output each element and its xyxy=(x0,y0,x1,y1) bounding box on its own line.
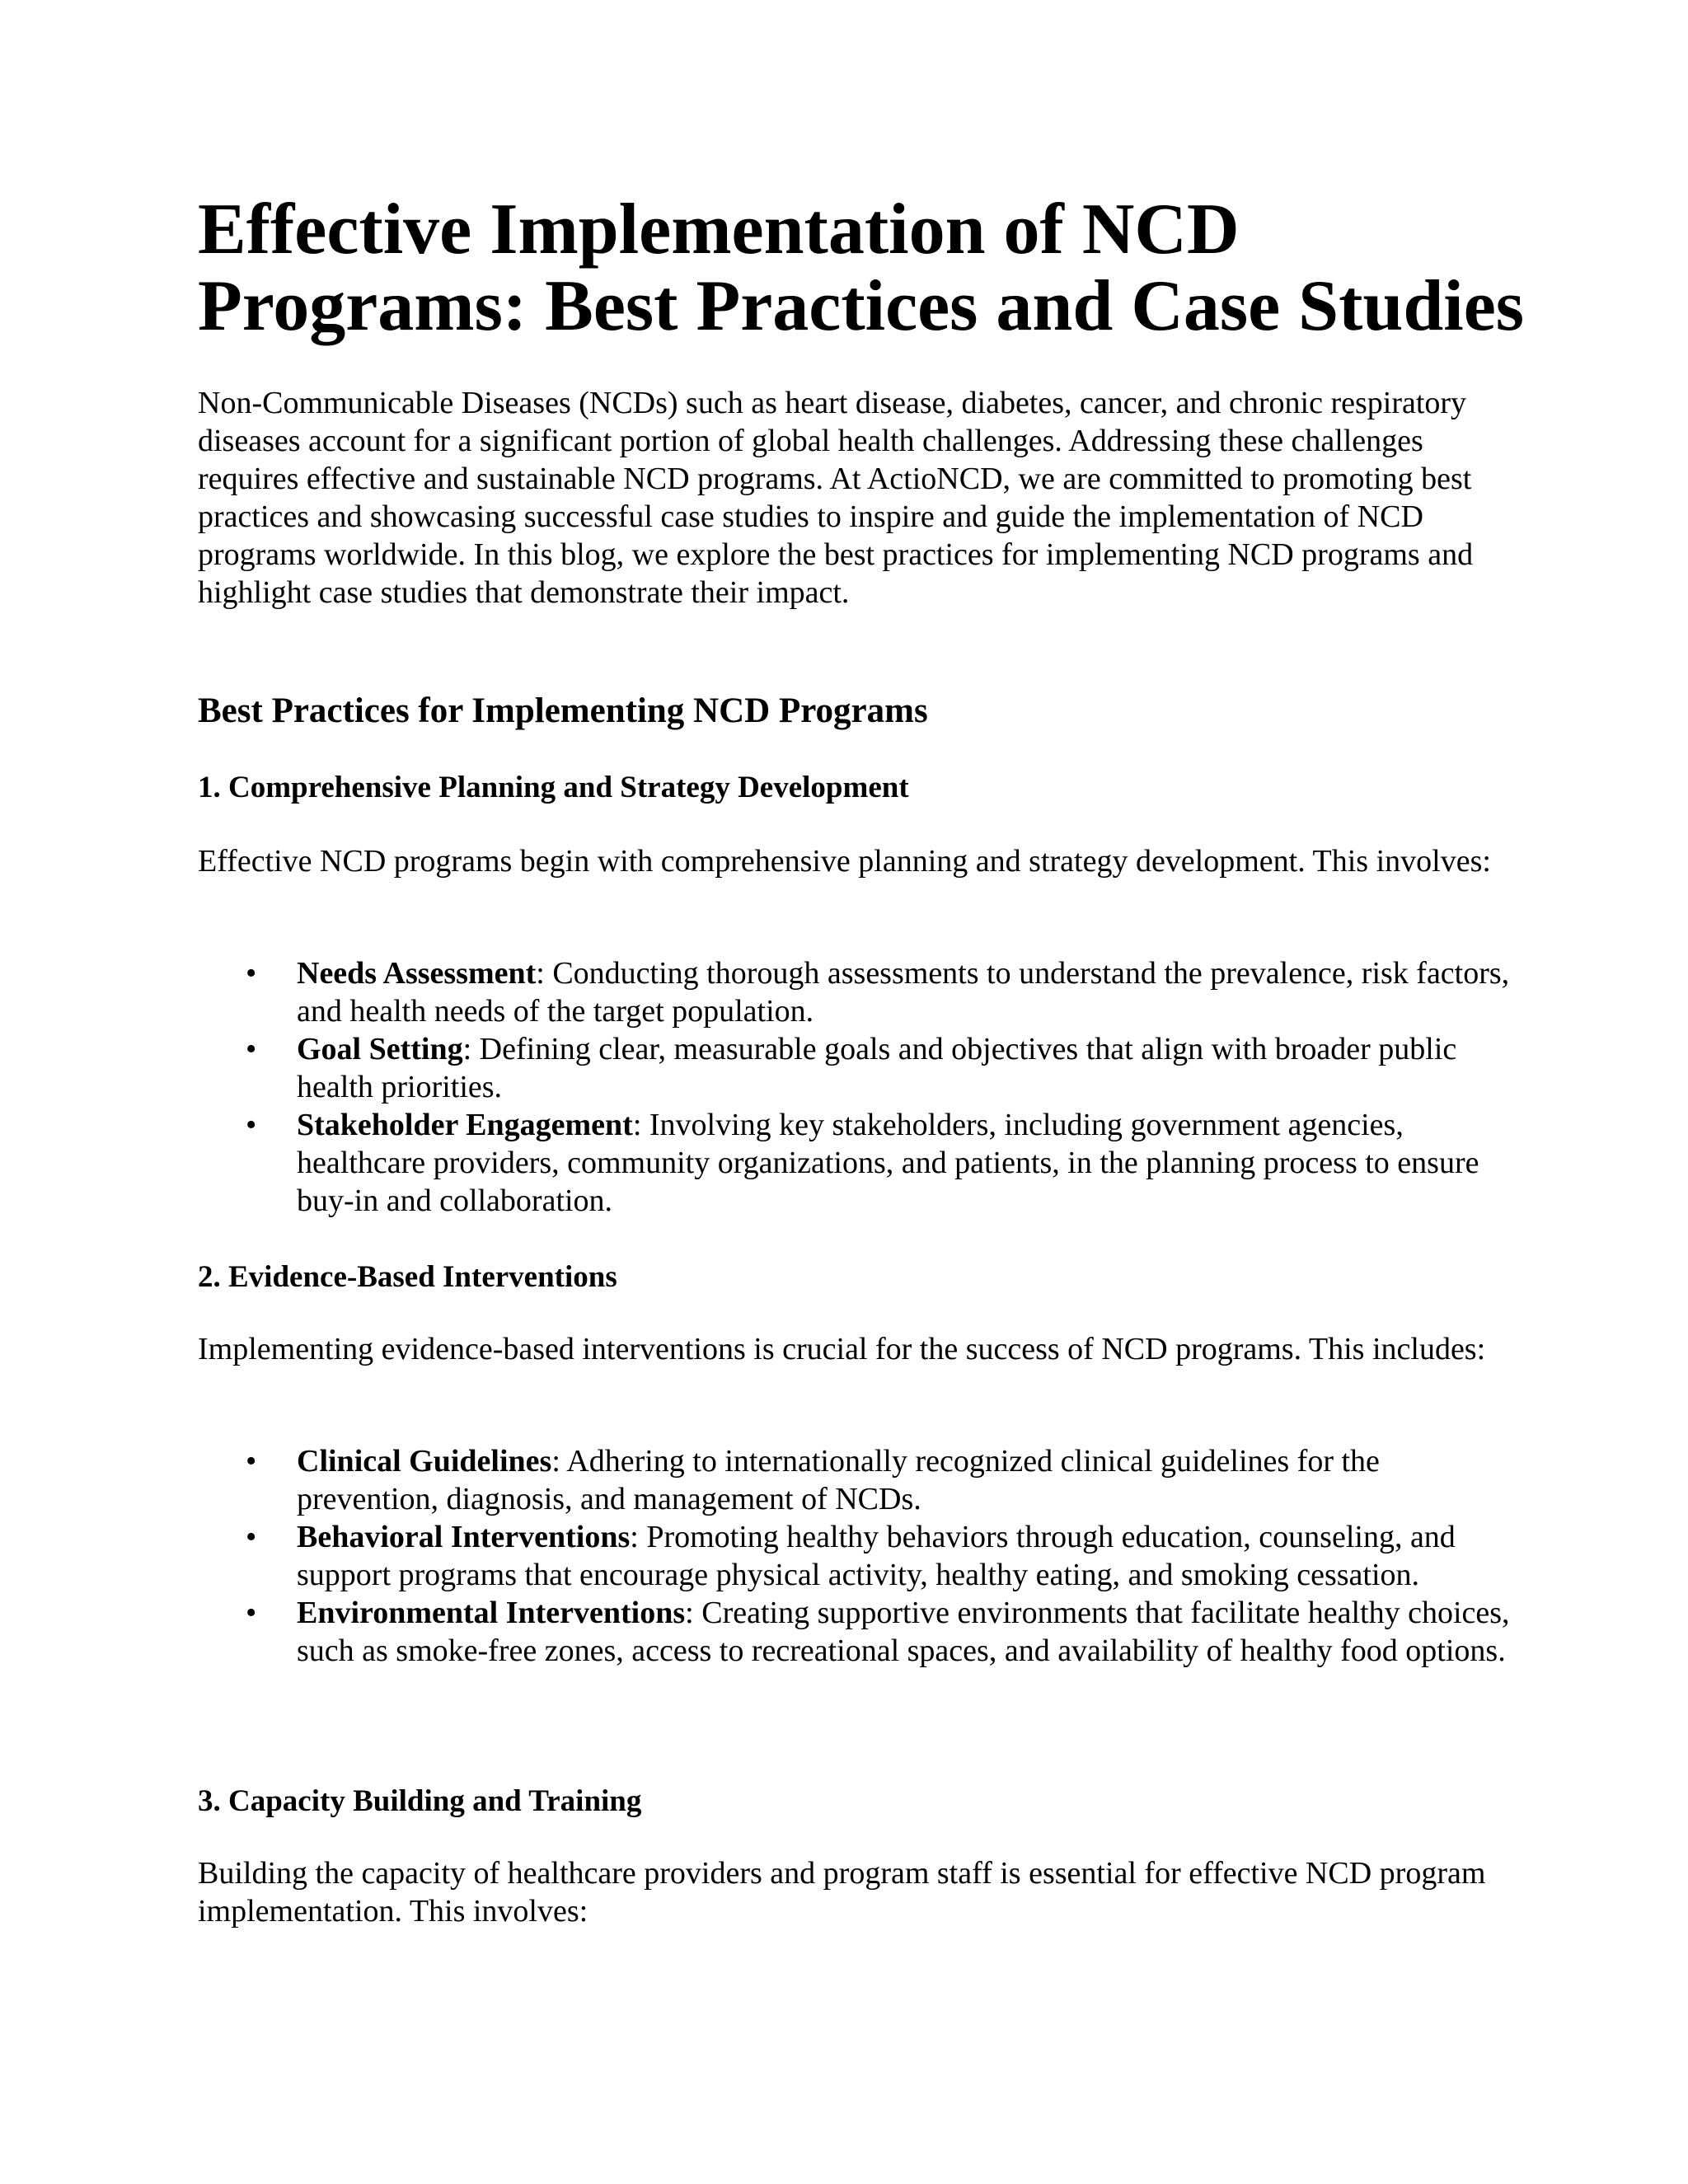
list-item-text: : Promoting healthy behaviors through education, counseling, and support programs that encourage physical activity, healthy eating, and smoking cessation. xyxy=(297,1520,1456,1592)
list-item xyxy=(198,1030,1517,1106)
list-item xyxy=(198,1106,1517,1220)
list-item xyxy=(198,1518,1517,1594)
bullet-icon: • xyxy=(246,1444,257,1479)
subsection-paragraph-1: Effective NCD programs begin with comprehensive planning and strategy development. This involves: xyxy=(198,844,1491,879)
subsection-heading-1: 1. Comprehensive Planning and Strategy Development xyxy=(198,771,909,804)
bullet-icon: • xyxy=(246,1108,257,1142)
list-item xyxy=(198,1442,1517,1518)
subsection-paragraph-3: Building the capacity of healthcare providers and program staff is essential for effective NCD program implementation. This involves: xyxy=(198,1856,1486,1929)
list-item xyxy=(198,954,1517,1030)
list-item xyxy=(198,1594,1517,1670)
list-item-text: : Involving key stakeholders, including government agencies, healthcare providers, community organizations, and patients, in the planning process to ensure buy-in and collaboration. xyxy=(297,1108,1479,1218)
list-item-text: : Defining clear, measurable goals and objectives that align with broader public health priorities. xyxy=(297,1032,1457,1104)
list-item-term: Behavioral Interventions xyxy=(297,1520,631,1554)
intro-paragraph: Non-Communicable Diseases (NCDs) such as heart disease, diabetes, cancer, and chronic respiratory diseases account for a significant portion of global health challenges. Addressing these challenges requires effective and sustainable NCD programs. At ActioNCD, we are committed to promoting best practices and showcasing successful case studies to inspire and guide the implementation of NCD programs worldwide. In this blog, we explore the best practices for implementing NCD programs and highlight case studies that demonstrate their impact. xyxy=(198,386,1474,610)
document-title: Effective Implementation of NCD Programs: Best Practices and Case Studies xyxy=(198,190,1525,346)
list-item-term: Goal Setting xyxy=(297,1032,463,1066)
bullet-icon: • xyxy=(246,956,257,991)
list-item-term: Environmental Interventions xyxy=(297,1596,686,1630)
bullet-icon: • xyxy=(246,1032,257,1066)
bullet-icon: • xyxy=(246,1520,257,1554)
bullet-list-1 xyxy=(198,954,1517,1220)
section-heading: Best Practices for Implementing NCD Programs xyxy=(198,691,928,730)
list-item-term: Clinical Guidelines xyxy=(297,1444,552,1479)
bullet-icon: • xyxy=(246,1596,257,1630)
list-item-term: Stakeholder Engagement xyxy=(297,1108,633,1142)
subsection-paragraph-2: Implementing evidence-based interventions is crucial for the success of NCD programs. This includes: xyxy=(198,1332,1486,1366)
list-item-text: : Creating supportive environments that facilitate healthy choices, such as smoke-free zones, access to recreational spaces, and availability of healthy food options. xyxy=(297,1596,1510,1668)
bullet-list-2 xyxy=(198,1442,1517,1670)
list-item-text: : Conducting thorough assessments to understand the prevalence, risk factors, and health needs of the target population. xyxy=(297,956,1510,1029)
list-item-term: Needs Assessment xyxy=(297,956,537,991)
list-item-text: : Adhering to internationally recognized clinical guidelines for the prevention, diagnosis, and management of NCDs. xyxy=(297,1444,1380,1516)
subsection-heading-3: 3. Capacity Building and Training xyxy=(198,1784,642,1818)
subsection-heading-2: 2. Evidence-Based Interventions xyxy=(198,1260,617,1294)
